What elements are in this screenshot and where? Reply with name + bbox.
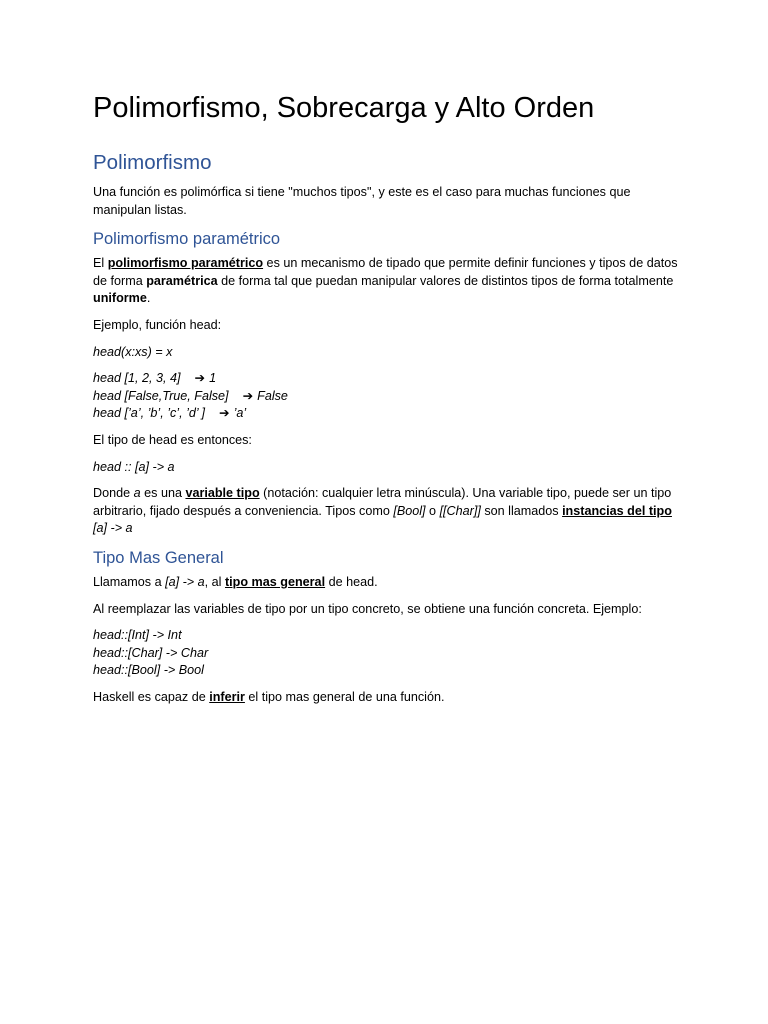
type-char-list-list: [[Char]] — [439, 503, 481, 518]
text: Llamamos a — [93, 574, 166, 589]
example-line — [93, 371, 216, 385]
term-polimorfismo-parametrico: polimorfismo paramétrico — [107, 256, 264, 271]
code-head-definition — [93, 344, 683, 362]
paragraph-llamamos — [93, 574, 683, 592]
instances-block — [93, 627, 683, 680]
text: , al — [204, 574, 225, 589]
term-variable-tipo: variable tipo — [185, 486, 260, 501]
text: es una — [140, 486, 186, 501]
type-bool-list: [Bool] — [393, 503, 426, 518]
document-title: Polimorfismo, Sobrecarga y Alto Orden — [93, 92, 595, 124]
examples-block — [93, 370, 683, 423]
term-instancias-del-tipo: instancias del tipo — [562, 503, 672, 518]
arrow-right-icon: ➔ — [242, 388, 254, 403]
code-text: head :: [a] -> a — [93, 459, 175, 474]
text: Haskell es capaz de — [93, 689, 210, 704]
text: de forma tal que puedan manipular valores de distintos tipos de forma totalmente — [217, 273, 674, 288]
example-expr: head [1, 2, 3, 4] — [93, 371, 181, 386]
paragraph-variable-tipo — [93, 485, 683, 538]
instance-line: head::[Bool] -> Bool — [93, 663, 204, 678]
section-heading-parametrico: Polimorfismo paramétrico — [93, 230, 281, 249]
arrow-right-icon: ➔ — [194, 371, 206, 386]
text: (notación: cualquier letra minúscula). Una variable tipo, puede ser un tipo arbitrario, fijado después a conveniencia. Tipos como — [93, 486, 672, 518]
text: de head. — [325, 574, 378, 589]
example-line — [93, 406, 246, 420]
text: o — [425, 503, 440, 518]
paragraph-parametrico-definition — [93, 255, 683, 308]
text: es un mecanismo de tipado que permite definir funciones y tipos de datos de forma — [93, 256, 678, 288]
example-result: False — [257, 388, 288, 403]
paragraph-example-label: Ejemplo, función head: — [93, 317, 222, 332]
example-result: 1 — [209, 371, 217, 386]
paragraph-reemplazar: Al reemplazar las variables de tipo por un tipo concreto, se obtiene una función concreta. Ejemplo: — [93, 601, 642, 616]
term-parametrica: paramétrica — [146, 273, 218, 288]
term-tipo-mas-general: tipo mas general — [224, 574, 326, 589]
example-expr: head [False,True, False] — [93, 388, 229, 403]
var-a: a — [133, 486, 141, 501]
text: el tipo mas general de una función. — [244, 689, 445, 704]
section-heading-tipo-mas-general: Tipo Mas General — [93, 548, 224, 567]
arrow-right-icon: ➔ — [219, 406, 230, 421]
paragraph-intro: Una función es polimórfica si tiene "muchos tipos", y este es el caso para muchas funciones que manipulan listas. — [93, 185, 631, 217]
type-general: [a] -> a — [93, 521, 133, 536]
text: El — [93, 256, 108, 271]
code-type-signature — [93, 459, 683, 477]
text: son llamados — [480, 503, 563, 518]
term-inferir: inferir — [209, 689, 245, 704]
section-heading-polimorfismo: Polimorfismo — [93, 151, 212, 174]
document-body — [93, 90, 683, 715]
paragraph-inferir — [93, 689, 683, 707]
text: Donde — [93, 486, 134, 501]
text: . — [146, 291, 151, 306]
instance-line: head::[Char] -> Char — [93, 645, 209, 660]
example-expr: head [’a’, ’b’, ’c’, ’d’ ] — [93, 406, 206, 421]
code-text: head(x:xs) = x — [93, 344, 173, 359]
type-general: [a] -> a — [165, 574, 205, 589]
example-line — [93, 389, 288, 403]
term-uniforme: uniforme — [93, 291, 147, 306]
instance-line: head::[Int] -> Int — [93, 628, 182, 643]
example-result: ’a’ — [233, 406, 247, 421]
paragraph-type-label: El tipo de head es entonces: — [93, 432, 252, 447]
